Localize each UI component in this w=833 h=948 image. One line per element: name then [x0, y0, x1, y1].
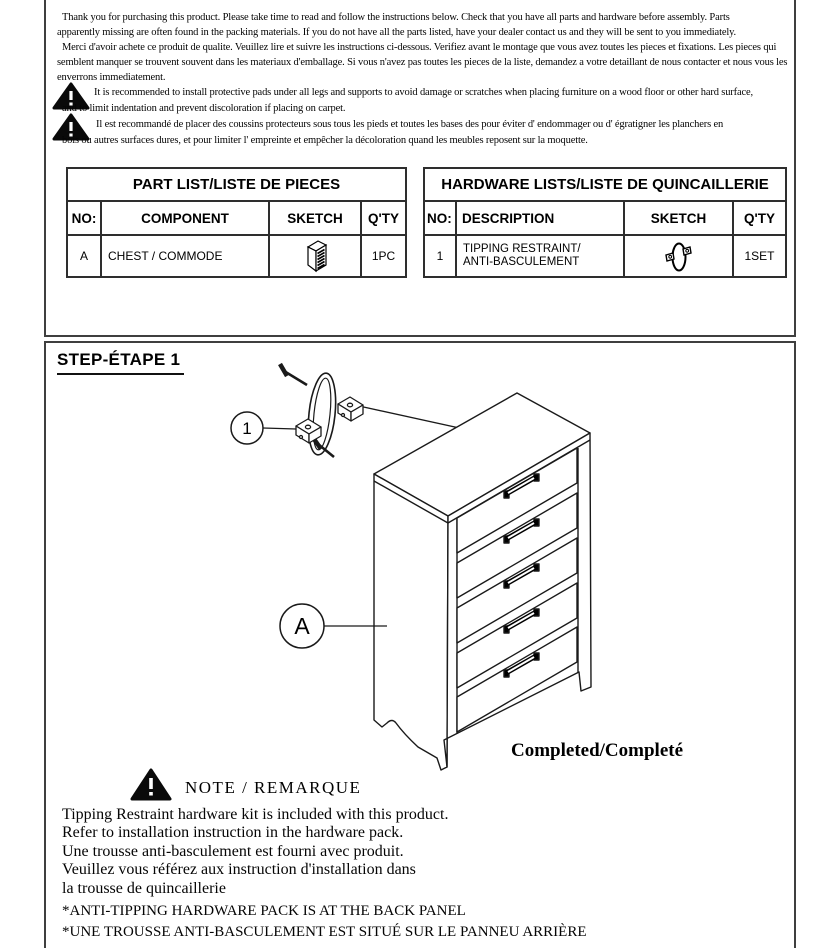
table-row: [67, 235, 406, 277]
chest-side-face: [374, 474, 448, 770]
hw-description-line2: ANTI-BASCULEMENT: [463, 256, 580, 268]
screw-icon: [280, 364, 307, 385]
note-line: Tipping Restraint hardware kit is included with this product.: [62, 806, 449, 823]
hw-row-description: [456, 235, 624, 277]
callout-1-label: 1: [242, 419, 252, 438]
hardware-list-table: [423, 167, 787, 278]
pad-note-en-line: It is recommended to install protective pads under all legs and supports to avoid damage or scratches when placing furniture on a wood floor or other hard surface,: [94, 87, 754, 98]
hw-row-sketch: [624, 235, 733, 277]
callout-1: [231, 412, 296, 444]
assembly-diagram: [50, 350, 795, 775]
hw-col-qty: Q'TY: [733, 201, 786, 235]
footnote-line: *ANTI-TIPPING HARDWARE PACK IS AT THE BACK PANEL: [62, 903, 466, 919]
part-row-no: A: [67, 235, 101, 277]
warning-triangle-icon: [130, 768, 172, 801]
note-line: la trousse de quincaillerie: [62, 880, 226, 897]
note-line: Une trousse anti-basculement est fourni avec produit.: [62, 843, 404, 860]
chest-icon: [302, 239, 329, 273]
callout-a: [280, 604, 387, 648]
part-row-component: CHEST / COMMODE: [101, 235, 269, 277]
intro-line: enverrons immediatement.: [57, 72, 166, 83]
bracket-icon: [338, 397, 363, 421]
note-line: Veuillez vous référez aux instruction d'installation dans: [62, 861, 416, 878]
bracket-icon: [296, 419, 321, 443]
footnote-line: *UNE TROUSSE ANTI-BASCULEMENT EST SITUÉ SUR LE PANNEU ARRIÈRE: [62, 924, 587, 940]
part-col-no: NO:: [67, 201, 101, 235]
intro-line: Merci d'avoir achete ce produit de qualite. Veuillez lire et suivre les instructions ci-dessous. Verifiez avant le montage que vous avez toutes les pieces et fixations. Les pieces qui: [57, 42, 777, 53]
pad-note-fr-line: bois ou autres surfaces dures, et pour limiter l' empreinte et empêcher la décoloration quand les meubles reposent sur la moquette.: [62, 135, 588, 146]
part-col-component: COMPONENT: [101, 201, 269, 235]
callout-a-label: A: [294, 613, 310, 639]
part-list-table: [66, 167, 407, 278]
hw-description-line1: TIPPING RESTRAINT/: [463, 243, 581, 255]
pad-note-fr-line: Il est recommandé de placer des coussins protecteurs sous tous les pieds et toutes les bases des pour éviter d' endommager ou d' égratigner les planchers en: [96, 119, 724, 130]
note-line: Refer to installation instruction in the hardware pack.: [62, 824, 404, 841]
hw-col-description: DESCRIPTION: [456, 201, 624, 235]
part-col-qty: Q'TY: [361, 201, 406, 235]
intro-line: semblent manquer se trouvent souvent dans les materiaux d'emballage. Si vous n'avez pas toutes les pieces de la liste, demandez a votre detaillant de nous contacter et nous vous les: [57, 57, 788, 68]
part-table-title: PART LIST/LISTE DE PIECES: [67, 168, 406, 201]
tipping-restraint-icon: [661, 238, 697, 274]
hw-col-sketch: SKETCH: [624, 201, 733, 235]
pad-note-en-line: and to limit indentation and prevent discoloration if placing on carpet.: [62, 103, 346, 114]
hw-col-no: NO:: [424, 201, 456, 235]
hw-row-qty: 1SET: [733, 235, 786, 277]
step-heading: STEP-ÉTAPE 1: [57, 350, 184, 375]
part-col-sketch: SKETCH: [269, 201, 361, 235]
completed-caption: Completed/Completé: [511, 740, 684, 761]
strap-icon: [305, 372, 339, 456]
part-row-qty: 1PC: [361, 235, 406, 277]
hw-row-no: 1: [424, 235, 456, 277]
intro-line: Thank you for purchasing this product. Please take time to read and follow the instructions below. Check that you have all parts and hardware before assembly. Parts: [57, 12, 730, 23]
hardware-table-title: HARDWARE LISTS/LISTE DE QUINCAILLERIE: [424, 168, 786, 201]
chest-drawing: [374, 393, 591, 770]
tipping-restraint-sketch: [280, 364, 363, 457]
intro-line: apparently missing are often found in the packing materials. If you do not have all the parts listed, have your dealer contact us and they will be sent to you immediately.: [57, 27, 737, 38]
table-row: [424, 235, 786, 277]
part-row-sketch: [269, 235, 361, 277]
note-title: NOTE / REMARQUE: [185, 778, 362, 797]
